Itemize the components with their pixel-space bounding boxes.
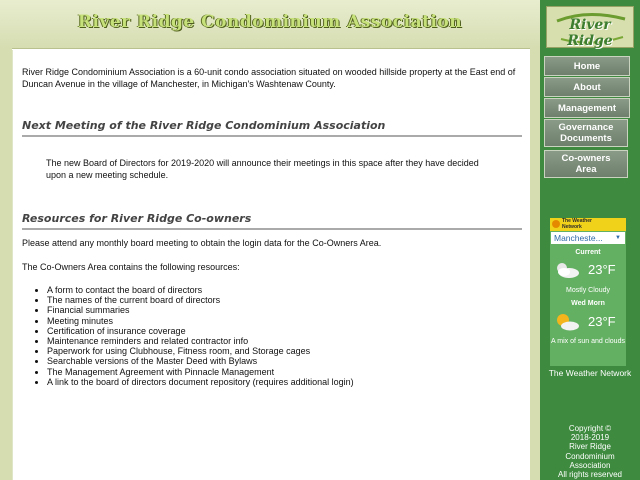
meeting-text: The new Board of Directors for 2019-2020 will announce their meetings in this space after they have decided upon a new meeting schedule. [46,158,479,180]
weather-widget[interactable] [550,218,626,366]
resources-intro: Please attend any monthly board meeting to obtain the login data for the Co-Owners Area. [22,238,382,248]
list-item: • Searchable versions of the Master Deed with Bylaws [47,356,522,366]
resources-list [22,285,522,387]
list-item: • Meeting minutes [47,316,522,326]
sun-and-clouds-icon [553,312,581,332]
weather-network-link[interactable]: The Weather Network [548,368,632,378]
current-description: Mostly Cloudy [566,287,610,294]
forecast-temperature: 23°F [588,314,616,329]
site-logo[interactable] [546,6,634,48]
list-item: • The names of the current board of directors [47,295,522,305]
location-value: Mancheste... [554,233,603,243]
brand-line-1: The Weather [562,218,592,224]
sun-logo-icon [552,220,560,228]
intro-paragraph: River Ridge Condominium Association is a 60-unit condo association situated on wooded hillside property at the East end of Duncan Avenue in the village of Manchester, in Michigan's Washtenaw County. [22,67,516,89]
list-item: • A link to the board of directors document repository (requires additional login) [47,377,522,387]
list-item: • Maintenance reminders and related contractor info [47,336,522,346]
list-item: • A form to contact the board of directors [47,285,522,295]
copyright-line: Copyright © [568,424,612,433]
right-border [530,48,540,480]
nav-governance-documents-button[interactable]: Governance Documents [544,119,628,147]
copyright-line: Association [569,460,611,470]
meeting-heading: Next Meeting of the River Ridge Condominium Association [22,119,386,132]
site-title: River Ridge Condominium Association [77,12,463,32]
list-item: • Paperwork for using Clubhouse, Fitness room, and Storage cages [47,346,522,356]
current-temperature: 23°F [588,262,616,277]
forecast-description: A mix of sun and clouds [551,338,625,345]
main-content [22,66,522,387]
left-border [0,48,12,480]
nav-management-button[interactable]: Management [544,98,630,118]
dropdown-arrow-icon: ▼ [615,235,621,241]
copyright-line: River Ridge [569,442,611,452]
forecast-label: Wed Morn [571,300,605,307]
sidebar [540,0,640,480]
nav-co-owners-area-button[interactable]: Co-owners Area [544,150,628,178]
header-banner [0,0,540,49]
resources-heading: Resources for River Ridge Co-owners [22,212,252,225]
resources-list-intro: The Co-Owners Area contains the following resources: [22,262,240,272]
list-item: • The Management Agreement with Pinnacle Management [47,367,522,377]
copyright-line: All rights reserved [557,470,623,480]
nav-home-button[interactable]: Home [544,56,630,76]
brand-line-2: Network [562,223,582,230]
current-label: Current [575,249,601,256]
logo-text: River Ridge [567,17,613,49]
copyright-line: 2018-2019 [570,433,610,443]
location-select[interactable] [551,232,625,244]
mostly-cloudy-icon [553,260,581,280]
list-item: • Financial summaries [47,305,522,315]
copyright-line: Condominium [565,451,615,461]
weather-network-brand [550,218,626,231]
nav-about-button[interactable]: About [544,77,630,97]
list-item: • Certification of insurance coverage [47,326,522,336]
copyright-notice [540,424,640,479]
